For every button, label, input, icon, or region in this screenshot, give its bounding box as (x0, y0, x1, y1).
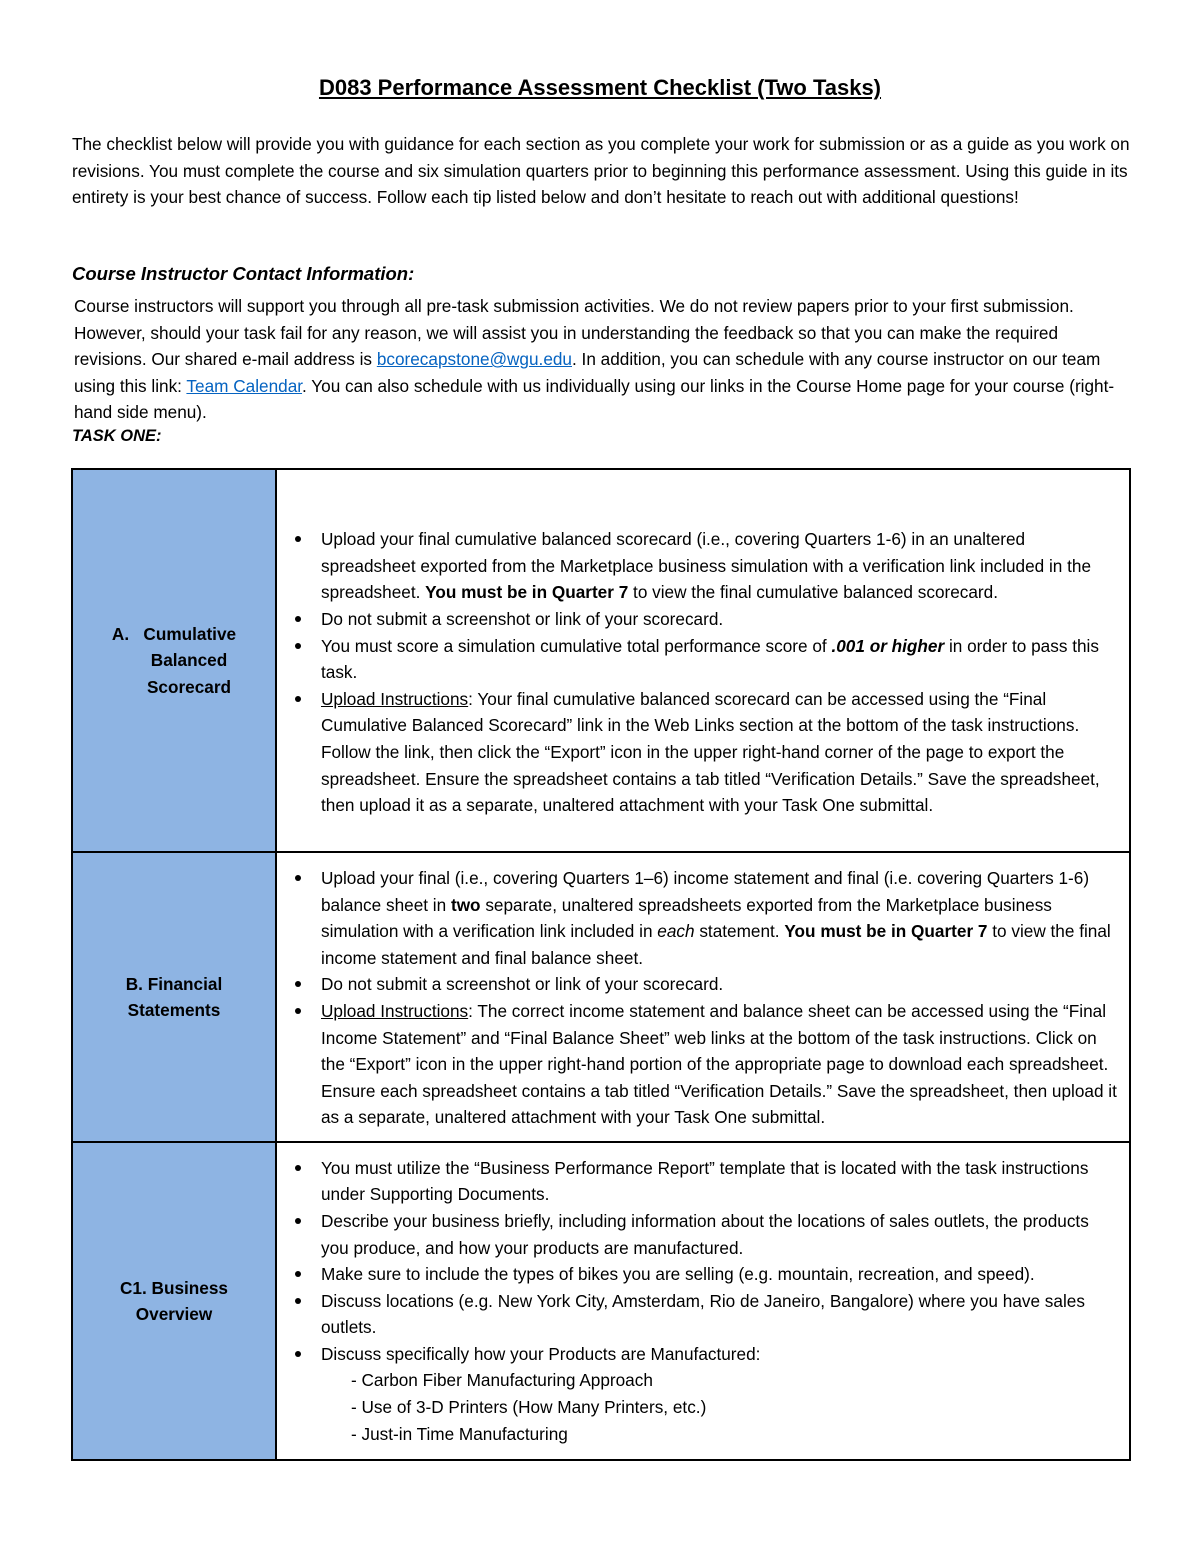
upload-instructions-label: Upload Instructions (321, 688, 469, 709)
list-item: Do not submit a screenshot or link of your scorecard. (321, 971, 1129, 998)
table-row (72, 469, 1130, 852)
bullet-list (277, 863, 1129, 1131)
item-text: Discuss specifically how your Products are Manufactured: (321, 1343, 761, 1364)
item-text: Upload your final cumulative balanced scorecard (i.e., covering Quarters 1-6) in an unaltered spreadsheet exported from the Marketplace business simulation with a verification link included in the spreadsheet. (321, 529, 1092, 603)
row-content-cumulative-scorecard (276, 469, 1130, 852)
document-title: D083 Performance Assessment Checklist (Two Tasks) (318, 75, 882, 100)
row-label-financial-statements (72, 852, 276, 1142)
list-item (321, 633, 1129, 686)
item-text: : Your final cumulative balanced scorecard can be accessed using the “Final Cumulative Balanced Scorecard” link in the Web Links section at the bottom of the task instructions. Follow the link, then click the “Export” icon in the upper right-hand corner of the page to export the spreadsheet. Ensure the spreadsheet contains a tab titled “Verification Details.” Save the spreadsheet, then upload it as a separate, unaltered attachment with your Task One submittal. (321, 688, 1100, 816)
list-item: Describe your business briefly, including information about the locations of sales outlets, the products you produce, and how your products are manufactured. (321, 1208, 1129, 1261)
email-link[interactable]: bcorecapstone@wgu.edu (376, 349, 572, 370)
item-text: to view the final cumulative balanced scorecard. (628, 582, 998, 603)
item-text: You must score a simulation cumulative total performance score of (321, 635, 832, 656)
list-item: Discuss locations (e.g. New York City, Amsterdam, Rio de Janeiro, Bangalore) where you have sales outlets. (321, 1288, 1129, 1341)
bullet-list (277, 1155, 1129, 1448)
contact-paragraph (74, 293, 1134, 426)
list-item: Make sure to include the types of bikes you are selling (e.g. mountain, recreation, and speed). (321, 1261, 1129, 1288)
label-line: C1. Business (120, 1277, 228, 1298)
item-bold-text: You must be in Quarter 7 (784, 921, 988, 942)
label-line: Scorecard (146, 676, 232, 697)
item-text: Upload your final (i.e., covering Quarters 1–6) income statement and final (i.e. covering Quarters 1-6) balance sheet in (321, 868, 1090, 915)
contact-heading: Course Instructor Contact Information: (72, 263, 415, 284)
sub-item: - Just-in Time Manufacturing (351, 1423, 568, 1444)
item-text: statement. (694, 921, 785, 942)
item-italic-text: each (657, 921, 695, 942)
list-item: Do not submit a screenshot or link of your scorecard. (321, 606, 1129, 633)
checklist-table (71, 468, 1131, 1461)
sub-item: - Use of 3-D Printers (How Many Printers, etc.) (351, 1397, 707, 1418)
list-item (321, 865, 1129, 971)
item-bold-text: You must be in Quarter 7 (425, 582, 629, 603)
label-line: Balanced (150, 650, 228, 671)
list-item (321, 526, 1129, 606)
row-content-financial-statements (276, 852, 1130, 1142)
list-item (321, 686, 1129, 819)
list-item: You must utilize the “Business Performance Report” template that is located with the task instructions under Supporting Documents. (321, 1155, 1129, 1208)
contact-text-1: Course instructors will support you through all pre-task submission activities. We do not review papers prior to your first submission. However, should your task fail for any reason, we will assist you in understanding the feedback so that you can make the required revisions. Our shared e-mail address is (74, 296, 1074, 370)
label-line: Statements (127, 1000, 221, 1020)
contact-text-2: . In addition, you can schedule with any course instructor on our team using this link: (74, 349, 1101, 396)
item-bold-text: two (450, 894, 481, 915)
row-label-cumulative-scorecard (72, 469, 276, 852)
intro-paragraph: The checklist below will provide you with guidance for each section as you complete your work for submission or as a guide as you work on revisions. You must complete the course and six simulation quarters prior to beginning this performance assessment. Using this guide in its entirety is your best chance of success. Follow each tip listed below and don’t hesitate to reach out with additional questions! (72, 134, 1130, 207)
bullet-list (277, 496, 1129, 825)
task-one-label: TASK ONE: (72, 427, 162, 445)
label-prefix: A. (111, 623, 130, 644)
upload-instructions-label: Upload Instructions (321, 1001, 469, 1021)
table-row (72, 852, 1130, 1142)
label-line: Overview (135, 1304, 213, 1324)
item-text: : The correct income statement and balance sheet can be accessed using the “Final Income Statement” and “Final Balance Sheet” web links at the bottom of the task instructions. Click on the “Export” icon in the upper right-hand portion of the appropriate page to download each spreadsheet. Ensure each spreadsheet contains a tab titled “Verification Details.” Save the spreadsheet, then upload it as a separate, unaltered attachment with your Task One submittal. (321, 1001, 1117, 1128)
item-emphasis-text: .001 or higher (831, 635, 945, 656)
item-text: to view the final income statement and final balance sheet. (321, 921, 1111, 968)
team-calendar-link[interactable]: Team Calendar (186, 375, 303, 396)
item-text: in order to pass this task. (321, 635, 1099, 683)
row-label-business-overview (72, 1142, 276, 1460)
table-row (72, 1142, 1130, 1460)
row-content-business-overview (276, 1142, 1130, 1460)
item-text: separate, unaltered spreadsheets exported from the Marketplace business simulation with a verification link included in (321, 894, 1052, 942)
list-item (321, 998, 1129, 1131)
label-line: Cumulative (143, 623, 237, 644)
sub-item: - Carbon Fiber Manufacturing Approach (351, 1370, 653, 1391)
contact-text-3: . You can also schedule with us individually using our links in the Course Home page for your course (right-hand side menu). (74, 375, 1115, 423)
label-line: B. Financial (125, 973, 223, 994)
list-item (321, 1341, 1129, 1447)
